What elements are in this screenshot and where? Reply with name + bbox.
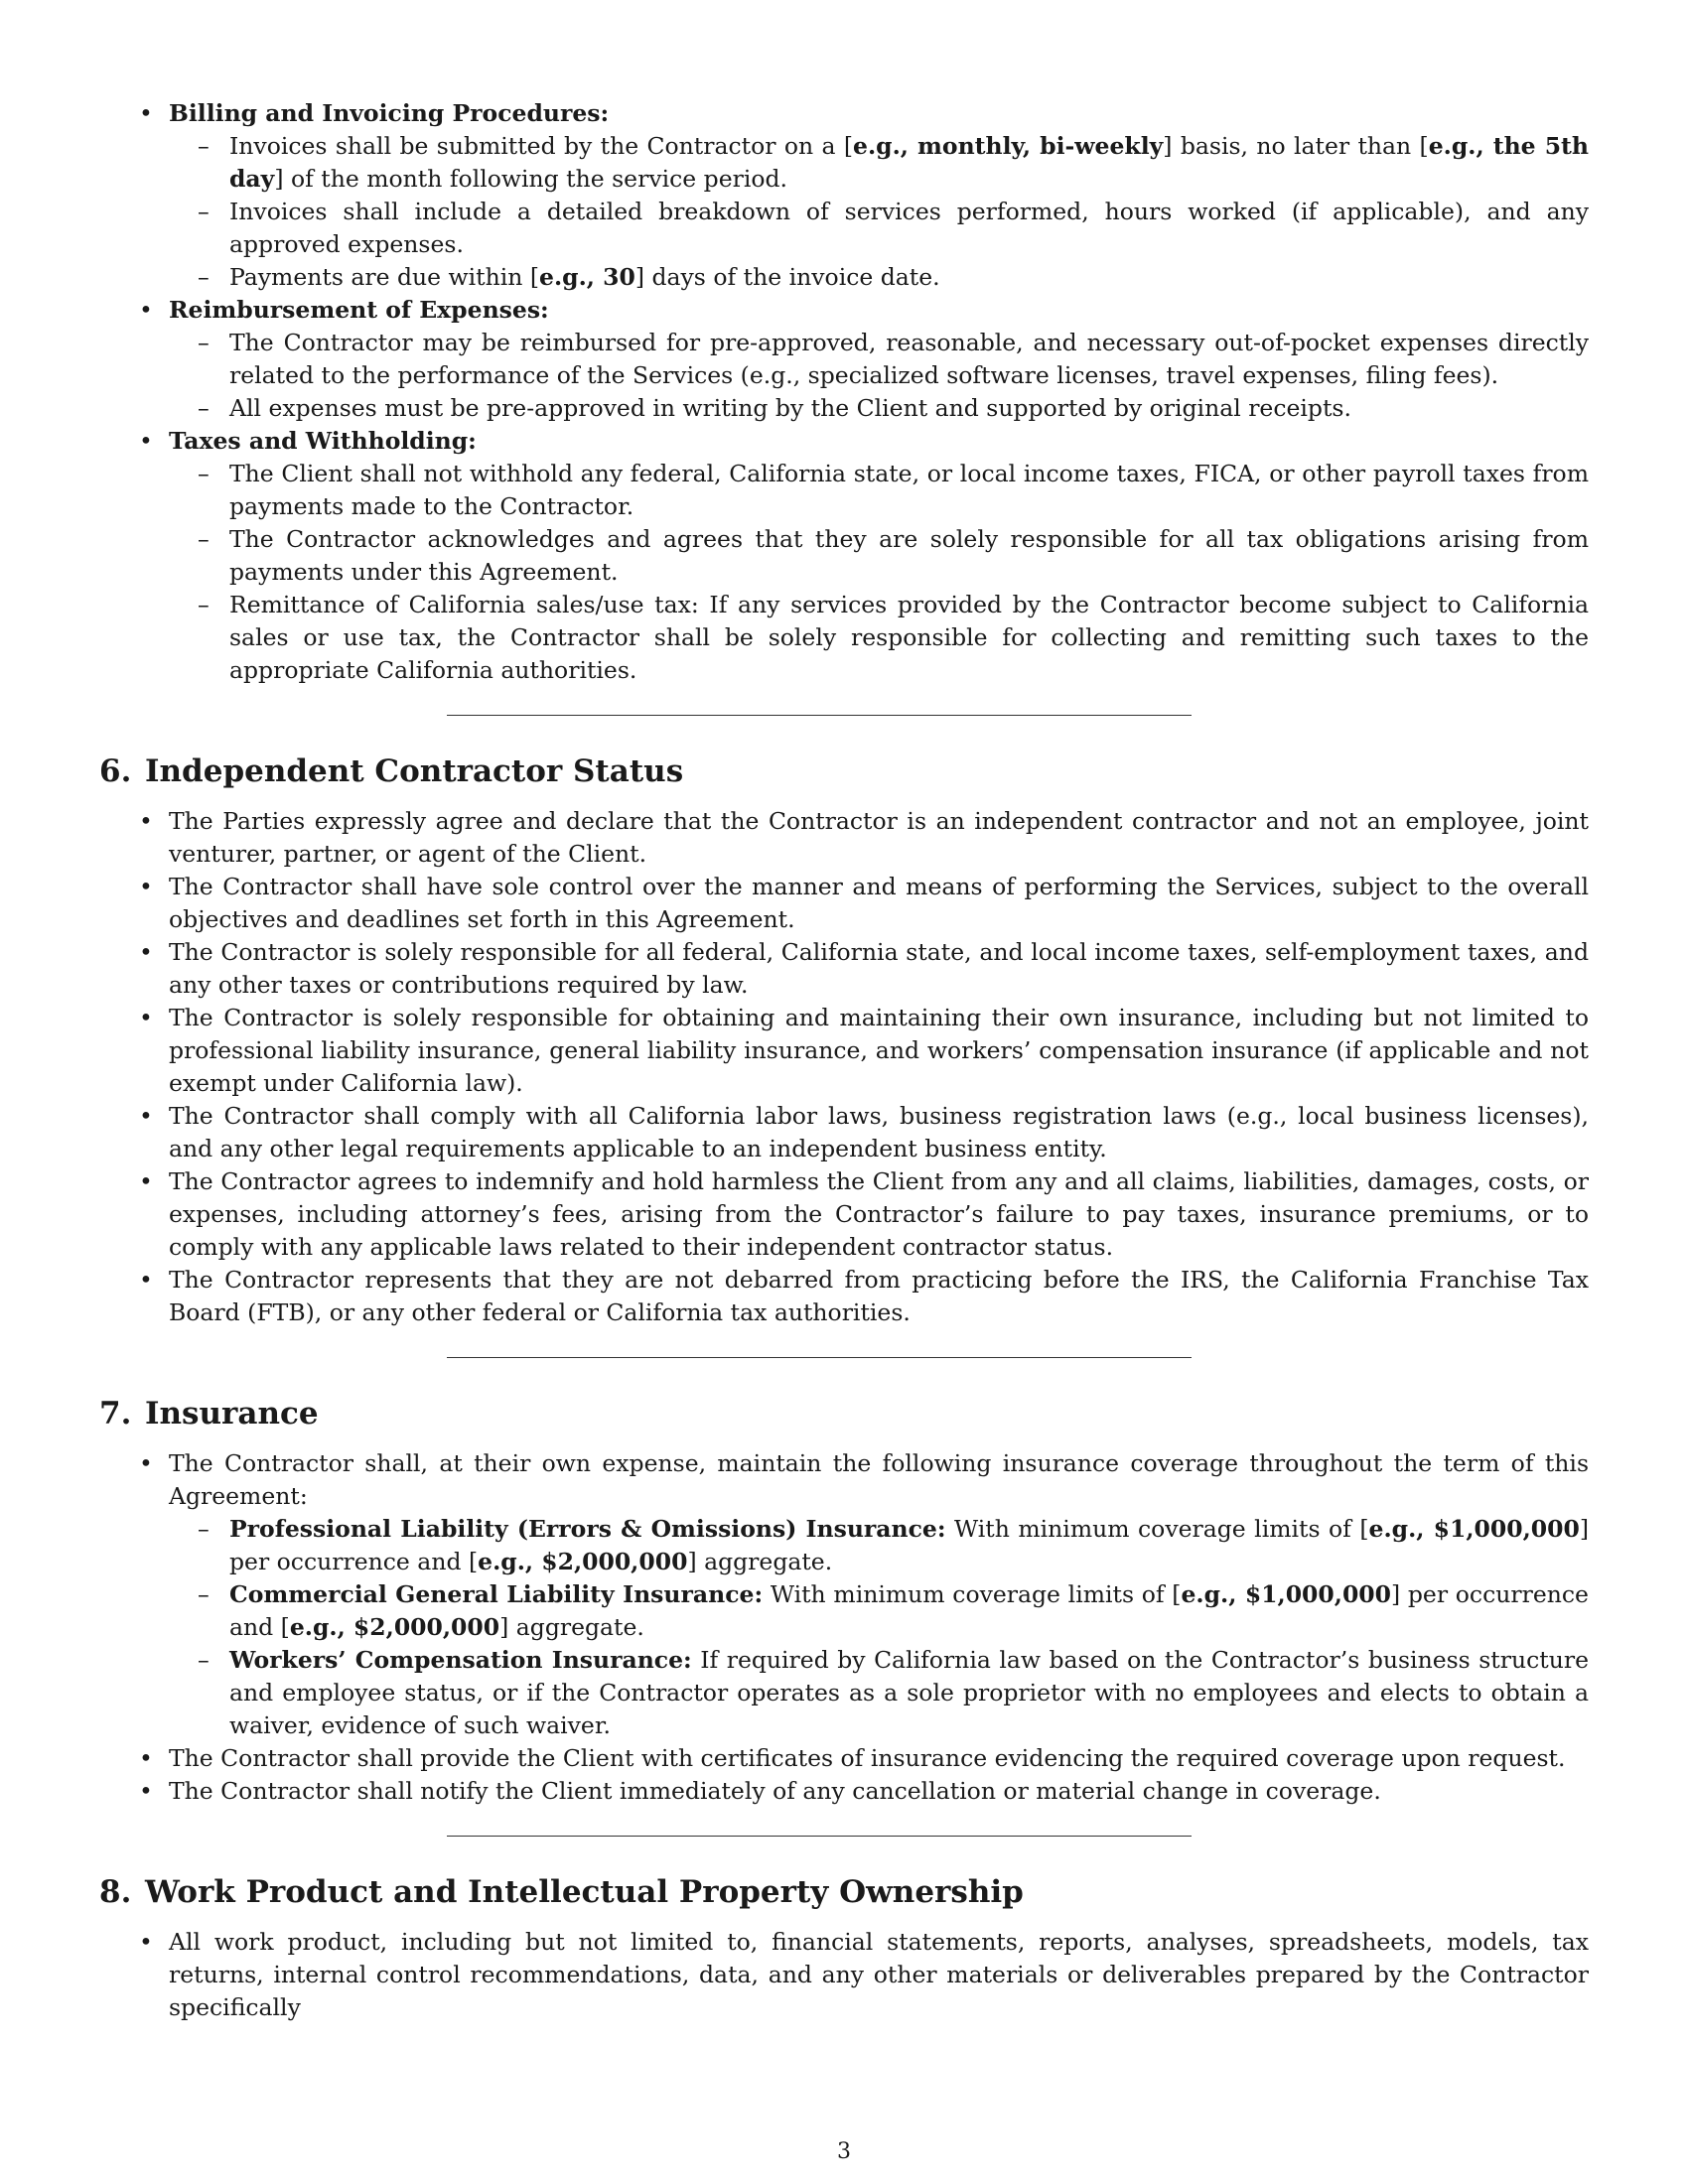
insurance-intro: The Contractor shall, at their own expense, maintain the following insurance coverage throughout the term of this Agreement: — [169, 1449, 1589, 1510]
list-item: • The Contractor is solely responsible for obtaining and maintaining their own insurance, including but not limited to professional liability insurance, general liability insurance, and workers’ compensation insurance (if applicable and not exempt under California law). — [99, 1002, 1589, 1100]
section7-title: Insurance — [145, 1396, 319, 1432]
section8-title: Work Product and Intellectual Property Ownership — [145, 1874, 1024, 1910]
taxes-sub-2: – The Contractor acknowledges and agrees that they are solely responsible for all tax obligations arising from payments under this Agreement. — [169, 523, 1589, 589]
taxes-title: Taxes and Withholding: — [169, 427, 477, 455]
list-item: • The Contractor represents that they are not debarred from practicing before the IRS, the California Franchise Tax Board (FTB), or any other federal or California tax authorities. — [99, 1264, 1589, 1329]
list-item: • All work product, including but not limited to, financial statements, reports, analyses, spreadsheets, models, tax returns, internal control recommendations, data, and any other materials or deliverables prepared by the Contractor specifically — [99, 1926, 1589, 2024]
section8-heading — [99, 1872, 1589, 1912]
list-item: • The Contractor shall provide the Client with certificates of insurance evidencing the required coverage upon request. — [99, 1742, 1589, 1775]
section6-title: Independent Contractor Status — [145, 753, 684, 789]
list-item: • The Contractor shall comply with all California labor laws, business registration laws (e.g., local business licenses), and any other legal requirements applicable to an independent business entity. — [99, 1100, 1589, 1165]
taxes-sub-3: – Remittance of California sales/use tax: If any services provided by the Contractor become subject to California sales or use tax, the Contractor shall be solely responsible for collecting and remitting such taxes to the appropriate California authorities. — [169, 589, 1589, 687]
section8-list — [99, 1926, 1589, 2024]
section-divider — [447, 1836, 1192, 1837]
section5-tail-list — [99, 97, 1589, 687]
section7-list — [99, 1447, 1589, 1808]
reimbursement-sublist — [169, 327, 1589, 425]
insurance-intro-item — [99, 1447, 1589, 1742]
section6-heading — [99, 751, 1589, 791]
document-page — [99, 97, 1589, 2024]
section6-list — [99, 805, 1589, 1329]
insurance-professional-liability: – Professional Liability (Errors & Omissions) Insurance: With minimum coverage limits of [e.g., $1,000,000] per occurrence and [e.g., $2,000,000] aggregate. — [169, 1513, 1589, 1578]
billing-sublist — [169, 130, 1589, 294]
taxes-item — [99, 425, 1589, 687]
billing-title: Billing and Invoicing Procedures: — [169, 99, 610, 127]
billing-item — [99, 97, 1589, 294]
list-item: • The Contractor is solely responsible for all federal, California state, and local income taxes, self-employment taxes, and any other taxes or contributions required by law. — [99, 936, 1589, 1002]
section7-heading — [99, 1394, 1589, 1433]
page-number: 3 — [837, 2139, 851, 2164]
reimbursement-item — [99, 294, 1589, 425]
section-divider — [447, 1357, 1192, 1358]
section8-number: 8. — [99, 1874, 132, 1910]
section-divider — [447, 715, 1192, 716]
insurance-workers-comp: – Workers’ Compensation Insurance: If required by California law based on the Contractor’s business structure and employee status, or if the Contractor operates as a sole proprietor with no employees and elects to obtain a waiver, evidence of such waiver. — [169, 1644, 1589, 1742]
section6-number: 6. — [99, 753, 132, 789]
taxes-sub-1: – The Client shall not withhold any federal, California state, or local income taxes, FICA, or other payroll taxes from payments made to the Contractor. — [169, 458, 1589, 523]
insurance-general-liability: – Commercial General Liability Insurance: With minimum coverage limits of [e.g., $1,000,000] per occurrence and [e.g., $2,000,000] aggregate. — [169, 1578, 1589, 1644]
list-item: • The Contractor shall notify the Client immediately of any cancellation or material change in coverage. — [99, 1775, 1589, 1808]
section7-number: 7. — [99, 1396, 132, 1432]
list-item: • The Contractor shall have sole control over the manner and means of performing the Services, subject to the overall objectives and deadlines set forth in this Agreement. — [99, 871, 1589, 936]
billing-sub-3: – Payments are due within [e.g., 30] days of the invoice date. — [169, 261, 1589, 294]
reimbursement-title: Reimbursement of Expenses: — [169, 296, 549, 324]
taxes-sublist — [169, 458, 1589, 687]
list-item: • The Contractor agrees to indemnify and hold harmless the Client from any and all claims, liabilities, damages, costs, or expenses, including attorney’s fees, arising from the Contractor’s failure to pay taxes, insurance premiums, or to comply with any applicable laws related to their independent contractor status. — [99, 1165, 1589, 1264]
billing-sub-2: – Invoices shall include a detailed breakdown of services performed, hours worked (if applicable), and any approved expenses. — [169, 196, 1589, 261]
reimbursement-sub-1: – The Contractor may be reimbursed for pre-approved, reasonable, and necessary out-of-pocket expenses directly related to the performance of the Services (e.g., specialized software licenses, travel expenses, filing fees). — [169, 327, 1589, 392]
reimbursement-sub-2: – All expenses must be pre-approved in writing by the Client and supported by original receipts. — [169, 392, 1589, 425]
insurance-sublist — [169, 1513, 1589, 1742]
list-item: • The Parties expressly agree and declare that the Contractor is an independent contractor and not an employee, joint venturer, partner, or agent of the Client. — [99, 805, 1589, 871]
billing-sub-1: – Invoices shall be submitted by the Contractor on a [e.g., monthly, bi-weekly] basis, no later than [e.g., the 5th day] of the month following the service period. — [169, 130, 1589, 196]
